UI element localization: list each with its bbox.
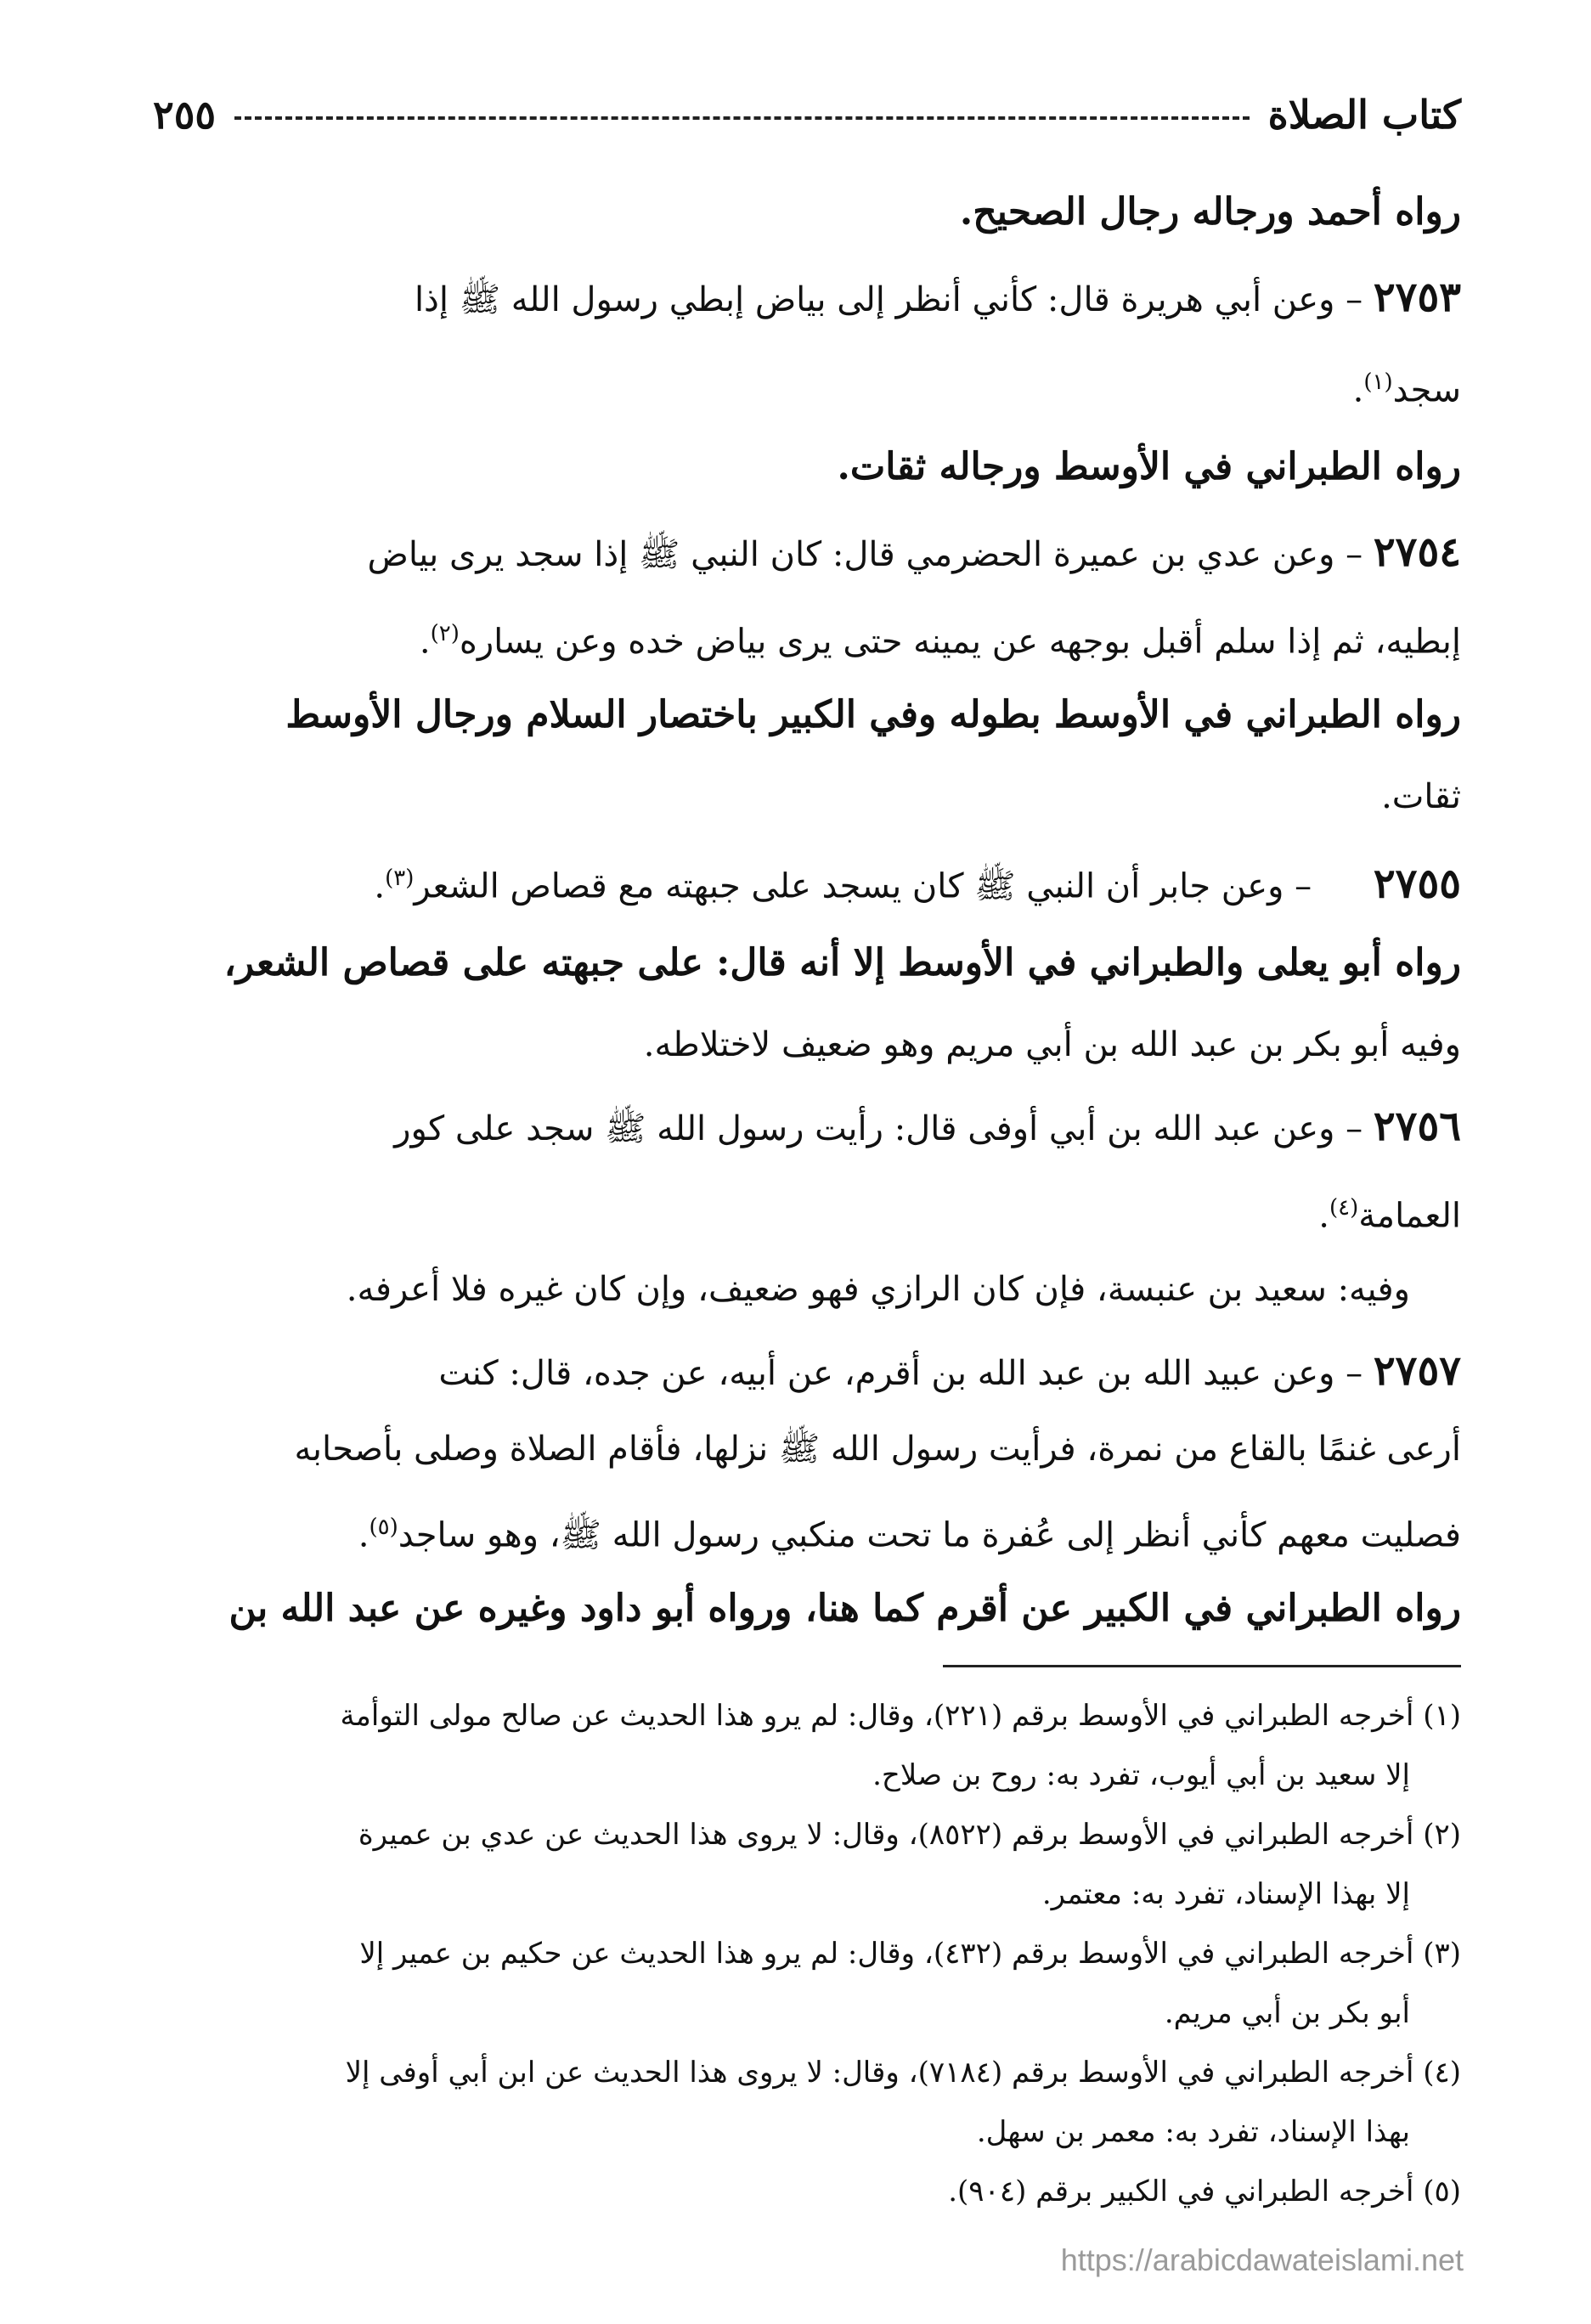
footnote-4: (٤) أخرجه الطبراني في الأوسط برقم (٧١٨٤)، وقال: لا يروى هذا الحديث عن ابن أبي أوفى إلا (345, 2056, 1461, 2090)
footnote-ref: (٣) (385, 866, 415, 891)
text-line: رواه الطبراني في الكبير عن أقرم كما هنا، ورواه أبو داود وغيره عن عبد الله بن (228, 1587, 1461, 1630)
footnote-ref: (٢) (430, 621, 460, 646)
footnote-2-cont: إلا بهذا الإسناد، تفرد به: معتمر. (1041, 1877, 1410, 1911)
footnote-4-cont: بهذا الإسناد، تفرد به: معمر بن سهل. (976, 2115, 1410, 2149)
hadith-number: ٢٧٥٤ (1373, 528, 1461, 576)
footnote-3-cont: أبو بكر بن أبي مريم. (1164, 1996, 1410, 2030)
hadith-number: ٢٧٥٦ (1373, 1103, 1461, 1150)
text-line: ثقات. (1381, 777, 1461, 816)
text-line: أرعى غنمًا بالقاع من نمرة، فرأيت رسول الله ﷺ نزلها، فأقام الصلاة وصلى بأصحابه (294, 1430, 1461, 1469)
text-line: إبطيه، ثم إذا سلم أقبل بوجهه عن يمينه حتى يرى بياض خده وعن يساره$^{(٢)}$. (419, 621, 1461, 662)
text-line: سجد$^{(١)}$. (1352, 369, 1461, 410)
chapter-title: كتاب الصلاة (1267, 92, 1461, 138)
text-line: رواه الطبراني في الأوسط ورجاله ثقات. (837, 445, 1461, 488)
text-line: وفيه أبو بكر بن عبد الله بن أبي مريم وهو ضعيف لاختلاطه. (643, 1025, 1461, 1064)
text-line: رواه أحمد ورجاله رجال الصحيح. (959, 190, 1461, 234)
page-number: ٢٥٥ (153, 92, 217, 138)
footnote-5: (٥) أخرجه الطبراني في الكبير برقم (٩٠٤). (948, 2175, 1461, 2208)
footnote-ref: (٤) (1329, 1195, 1359, 1221)
hadith-number: ٢٧٥٣ (1373, 274, 1461, 321)
text-line: رواه أبو يعلى والطبراني في الأوسط إلا أنه قال: على جبهته على قصاص الشعر، (223, 941, 1461, 984)
footnote-ref: (٥) (369, 1515, 398, 1540)
hadith-2757: ٢٧٥٧ – وعن عبيد الله بن عبد الله بن أقرم، عن أبيه، عن جده، قال: كنت (438, 1347, 1461, 1395)
footnote-separator (943, 1665, 1461, 1667)
text-line: فصليت معهم كأني أنظر إلى عُفرة ما تحت منكبي رسول الله ﷺ، وهو ساجد$^{(٥)}$. (358, 1515, 1461, 1555)
footnote-1: (١) أخرجه الطبراني في الأوسط برقم (٢٢١)، وقال: لم يرو هذا الحديث عن صالح مولى التوأمة (340, 1699, 1461, 1733)
header-dash-rule (234, 116, 1250, 120)
running-header (153, 85, 1461, 144)
text-line: العمامة$^{(٤)}$. (1318, 1195, 1461, 1236)
footnote-2: (٢) أخرجه الطبراني في الأوسط برقم (٨٥٢٢)، وقال: لا يروى هذا الحديث عن عدي بن عميرة (358, 1818, 1461, 1852)
footnote-1-cont: إلا سعيد بن أبي أيوب، تفرد به: روح بن صلاح. (872, 1758, 1410, 1792)
main-text (153, 170, 1461, 1651)
text-line: رواه الطبراني في الأوسط بطوله وفي الكبير باختصار السلام ورجال الأوسط (285, 693, 1461, 736)
hadith-2754: ٢٧٥٤ – وعن عدي بن عميرة الحضرمي قال: كان النبي ﷺ إذا سجد يرى بياض (367, 528, 1461, 576)
text-line: وفيه: سعيد بن عنبسة، فإن كان الرازي فهو ضعيف، وإن كان غيره فلا أعرفه. (346, 1270, 1410, 1309)
footnote-3: (٣) أخرجه الطبراني في الأوسط برقم (٤٣٢)، وقال: لم يرو هذا الحديث عن حكيم بن عمير إلا (359, 1937, 1461, 1971)
hadith-2756: ٢٧٥٦ – وعن عبد الله بن أبي أوفى قال: رأيت رسول الله ﷺ سجد على كور (394, 1103, 1461, 1150)
footnotes (153, 1686, 1461, 2221)
hadith-2753: ٢٧٥٣ – وعن أبي هريرة قال: كأني أنظر إلى بياض إبطي رسول الله ﷺ إذا (414, 274, 1461, 321)
watermark-url: https://arabicdawateislami.net (1060, 2242, 1464, 2277)
hadith-number: ٢٧٥٧ (1373, 1347, 1461, 1395)
footnote-ref: (١) (1363, 369, 1393, 395)
hadith-number: ٢٧٥٥ (1373, 860, 1461, 908)
hadith-2755: ٢٧٥٥ – وعن جابر أن النبي ﷺ كان يسجد على جبهته مع قصاص الشعر$^{(٣)}$. (374, 860, 1461, 908)
